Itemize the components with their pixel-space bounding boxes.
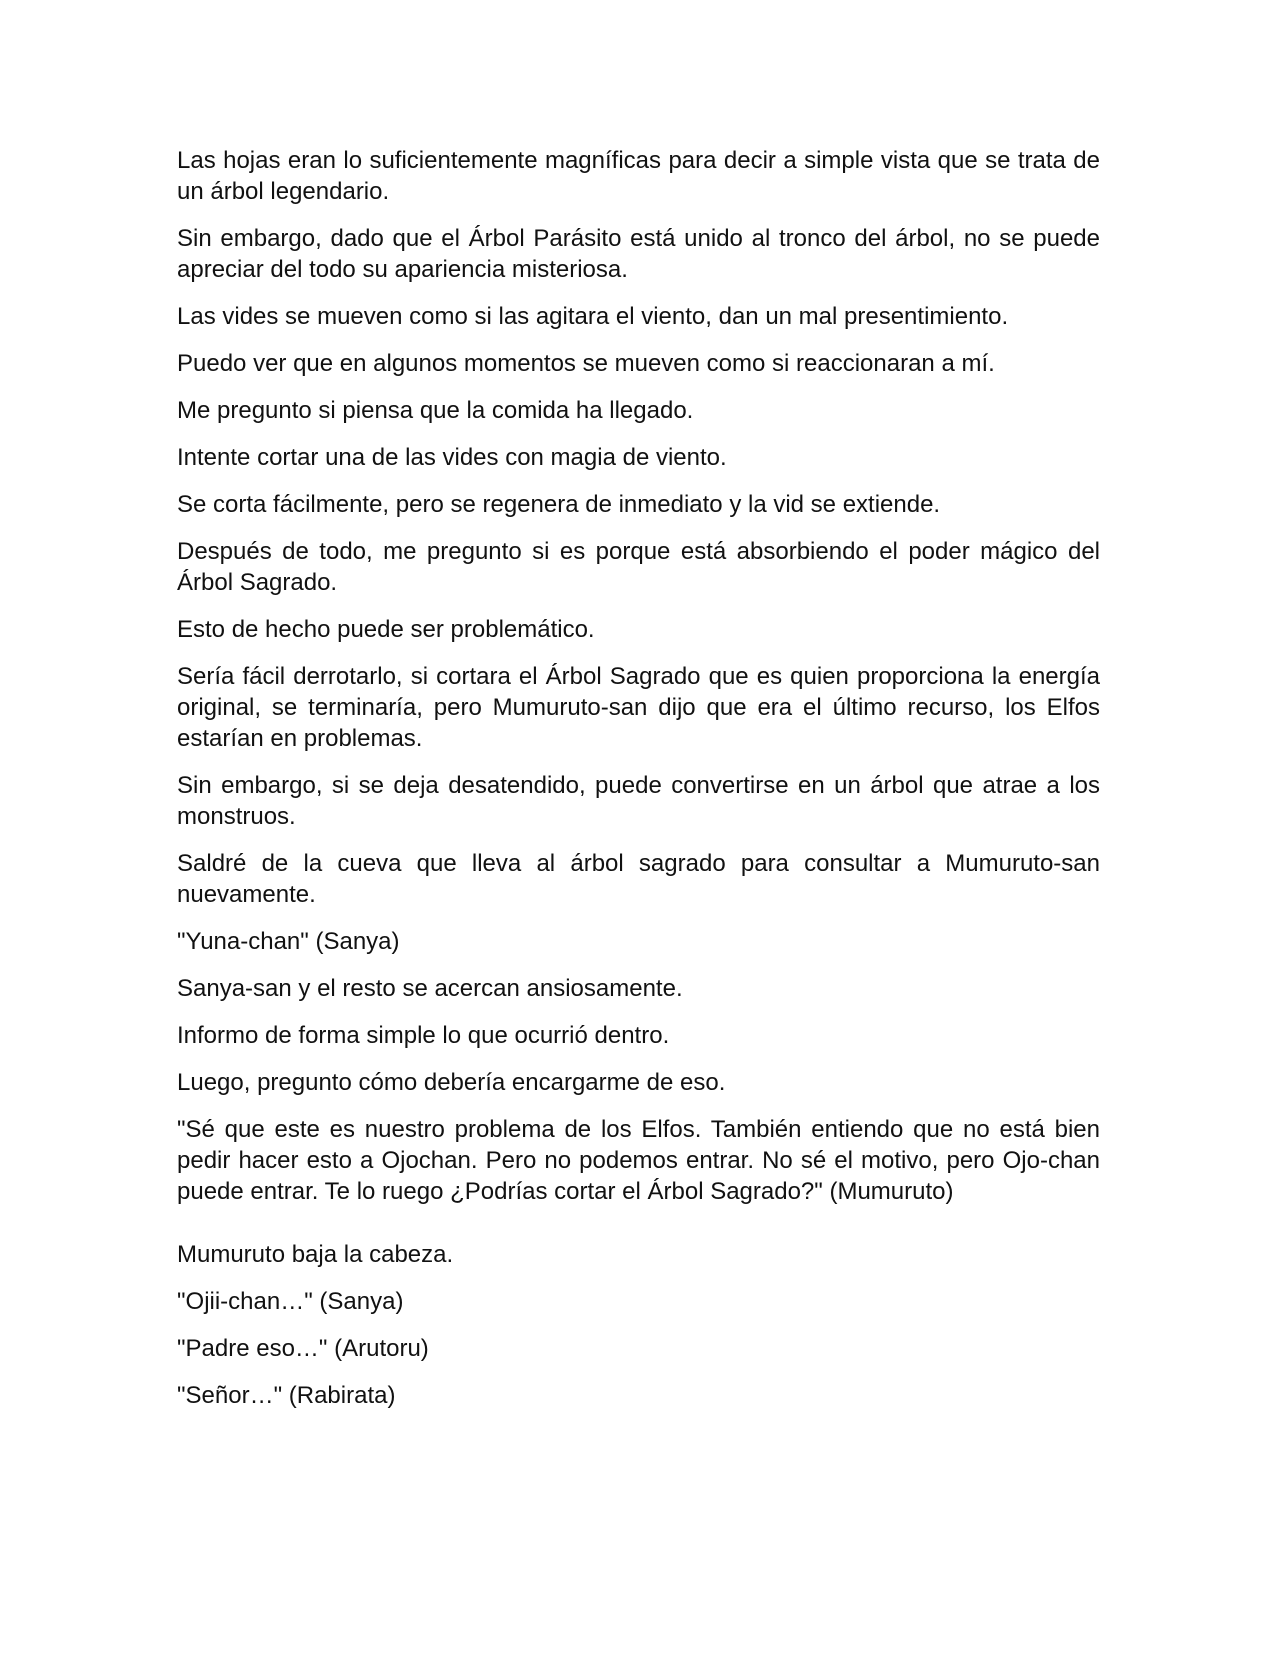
paragraph: Mumuruto baja la cabeza. bbox=[177, 1241, 454, 1268]
dialogue-line: "Ojii-chan…" (Sanya) bbox=[177, 1288, 404, 1315]
dialogue-line: "Yuna-chan" (Sanya) bbox=[177, 928, 400, 955]
paragraph: Las hojas eran lo suficientemente magníficas para decir a simple vista que se trata de un árbol legendario. bbox=[177, 147, 1100, 205]
paragraph: Las vides se mueven como si las agitara el viento, dan un mal presentimiento. bbox=[177, 303, 1009, 330]
paragraph: Sanya-san y el resto se acercan ansiosamente. bbox=[177, 975, 683, 1002]
paragraph: Puedo ver que en algunos momentos se mueven como si reaccionaran a mí. bbox=[177, 350, 995, 377]
paragraph: Sería fácil derrotarlo, si cortara el Árbol Sagrado que es quien proporciona la energía original, se terminaría, pero Mumuruto-san dijo que era el último recurso, los Elfos estarían en problemas. bbox=[177, 663, 1100, 752]
paragraph: Me pregunto si piensa que la comida ha llegado. bbox=[177, 397, 694, 424]
paragraph: Se corta fácilmente, pero se regenera de inmediato y la vid se extiende. bbox=[177, 491, 941, 518]
dialogue-line: "Señor…" (Rabirata) bbox=[177, 1382, 396, 1409]
document-page bbox=[177, 145, 1100, 1427]
paragraph: Sin embargo, dado que el Árbol Parásito está unido al tronco del árbol, no se puede apreciar del todo su apariencia misteriosa. bbox=[177, 225, 1100, 283]
paragraph: Informo de forma simple lo que ocurrió dentro. bbox=[177, 1022, 670, 1049]
paragraph: Saldré de la cueva que lleva al árbol sagrado para consultar a Mumuruto-san nuevamente. bbox=[177, 850, 1100, 908]
dialogue-line: "Padre eso…" (Arutoru) bbox=[177, 1335, 429, 1362]
paragraph: Después de todo, me pregunto si es porque está absorbiendo el poder mágico del Árbol Sagrado. bbox=[177, 538, 1100, 596]
paragraph: Luego, pregunto cómo debería encargarme de eso. bbox=[177, 1069, 726, 1096]
dialogue-line: "Sé que este es nuestro problema de los Elfos. También entiendo que no está bien pedir hacer esto a Ojochan. Pero no podemos entrar. No sé el motivo, pero Ojo-chan puede entrar. Te lo ruego ¿Podrías cortar el Árbol Sagrado?" (Mumuruto) bbox=[177, 1116, 1100, 1205]
paragraph: Sin embargo, si se deja desatendido, puede convertirse en un árbol que atrae a los monstruos. bbox=[177, 772, 1100, 830]
paragraph: Intente cortar una de las vides con magia de viento. bbox=[177, 444, 727, 471]
paragraph: Esto de hecho puede ser problemático. bbox=[177, 616, 595, 643]
